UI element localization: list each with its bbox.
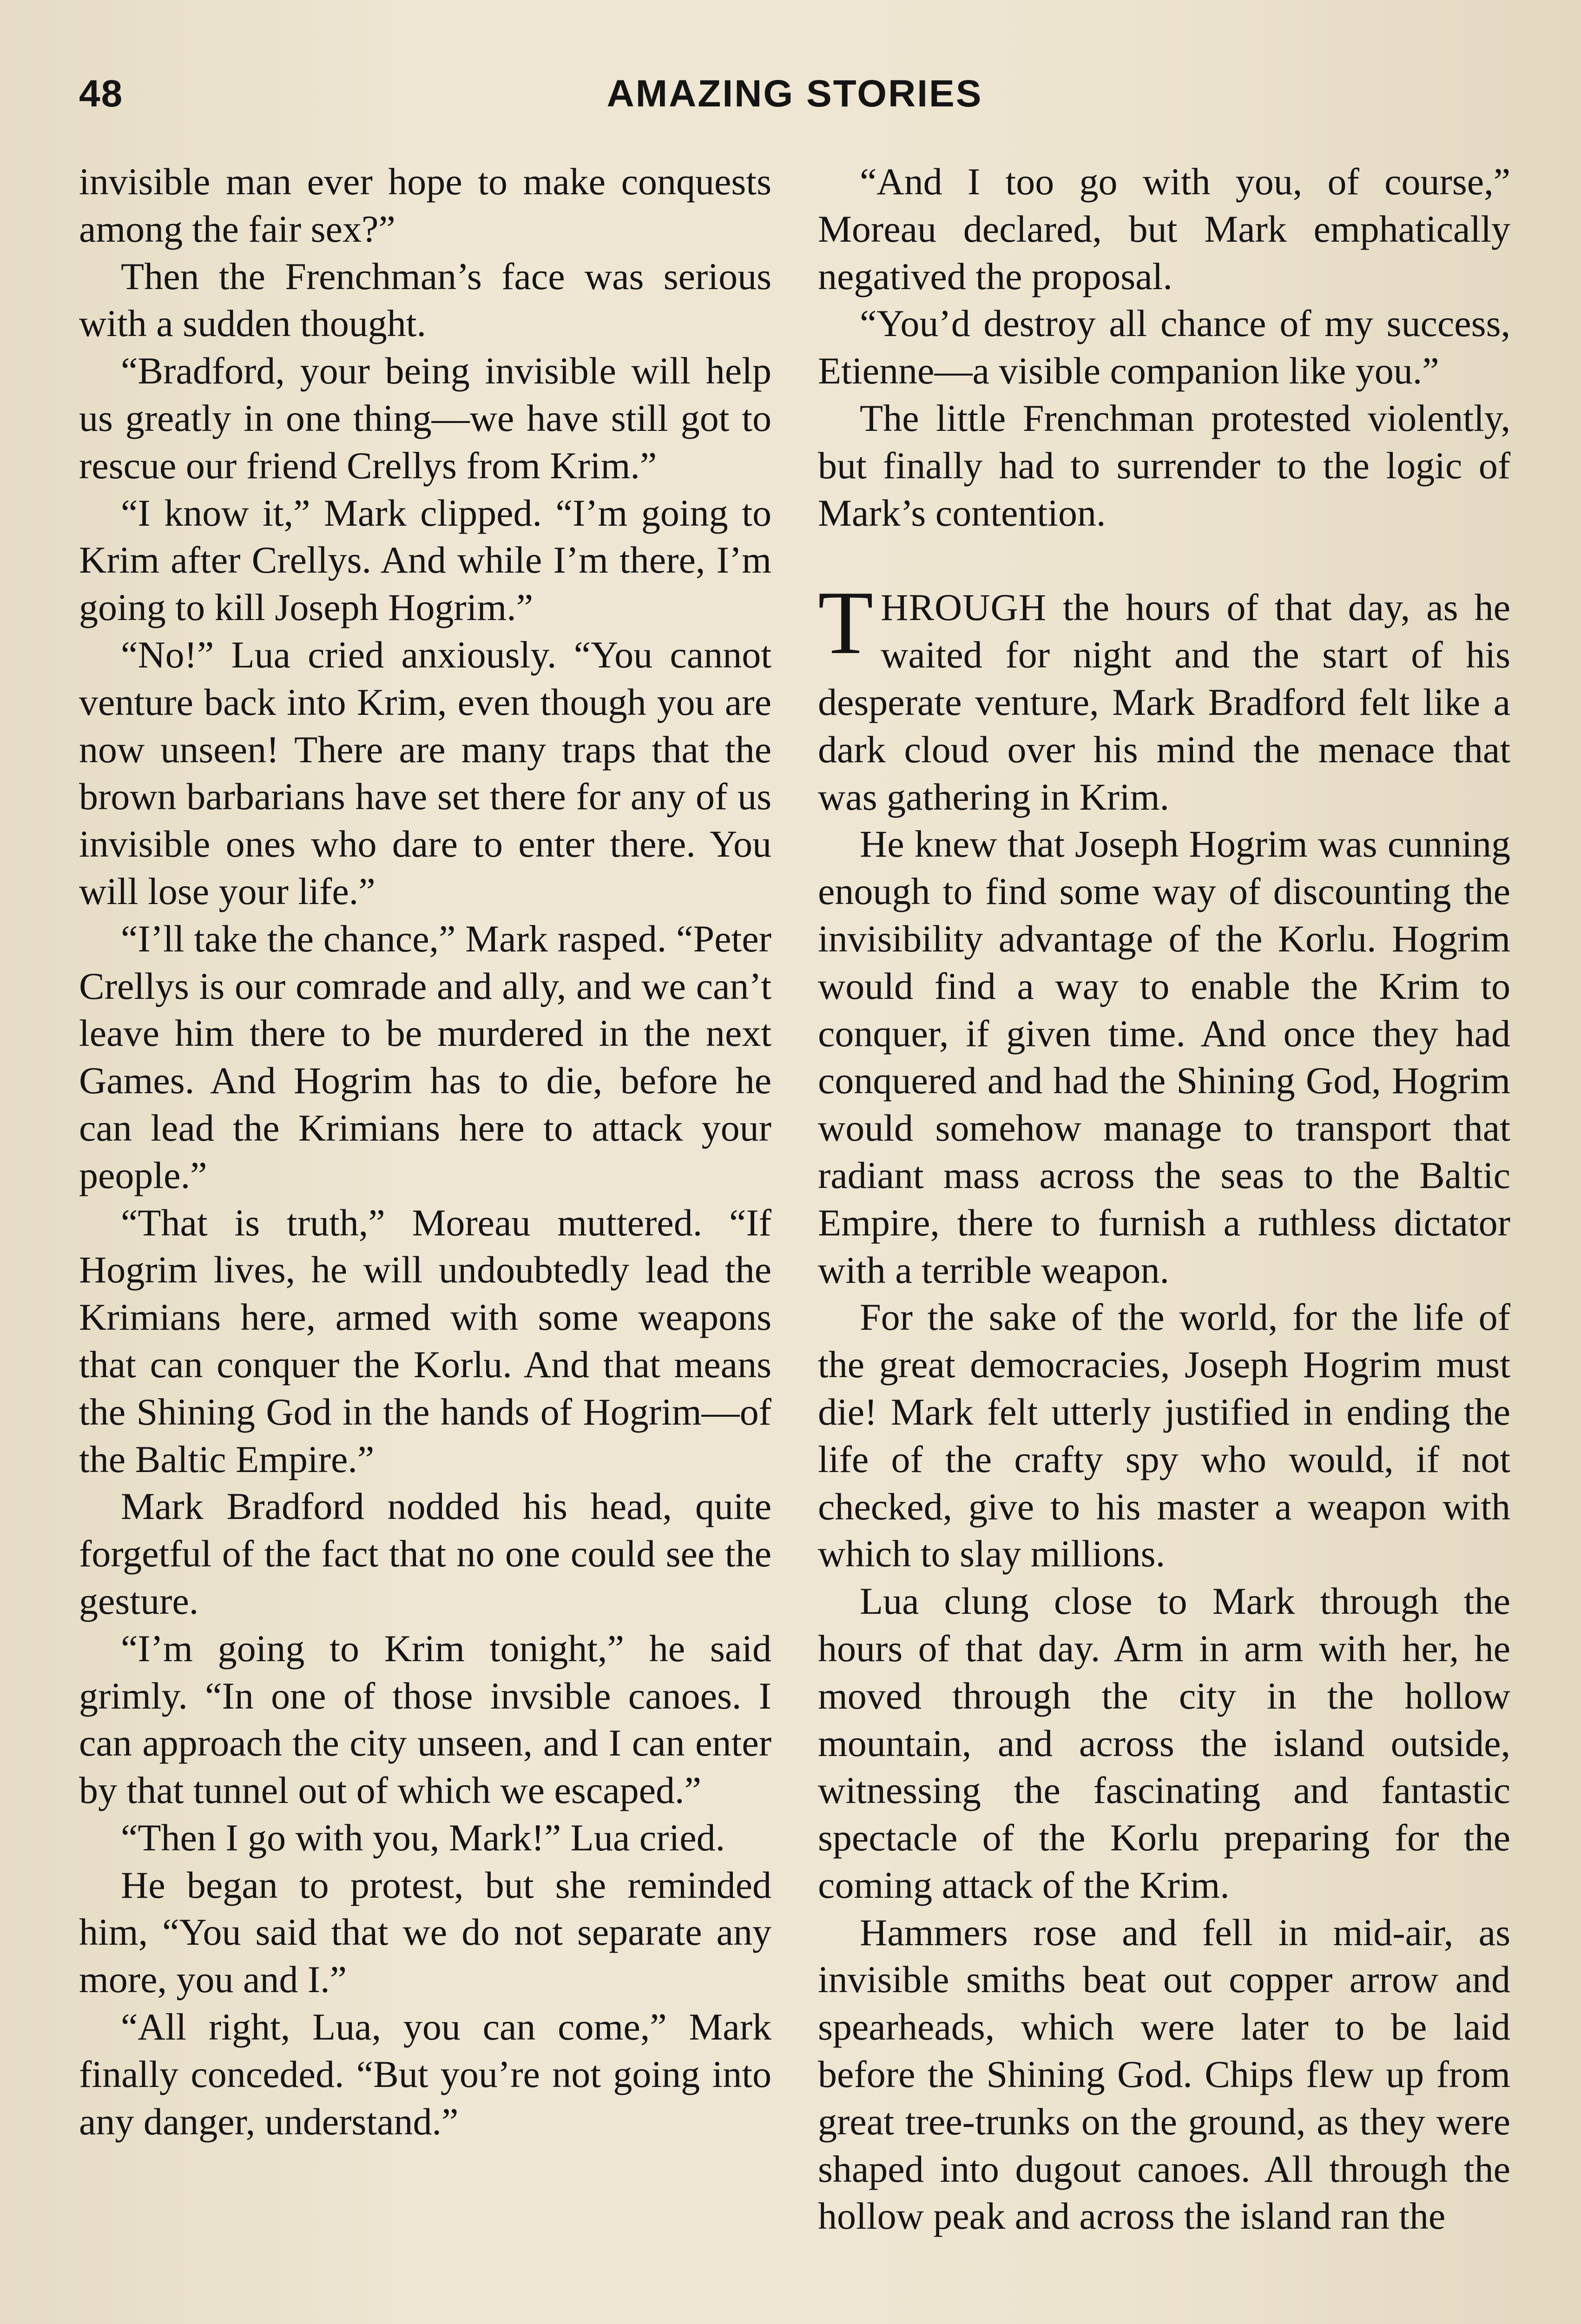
- paragraph: For the sake of the world, for the life of the great democracies, Joseph Hogrim must die! Mark felt utterly justified in ending the life of the crafty spy who would, if not checked, give to his master a weapon with which to slay millions.: [818, 1296, 1510, 1575]
- running-title: AMAZING STORIES: [606, 73, 983, 115]
- right-column: [818, 158, 1510, 2240]
- paragraph: “Bradford, your being invisible will help us greatly in one thing—we have still got to rescue our friend Crellys from Krim.”: [79, 350, 771, 487]
- paragraph: “I’m going to Krim tonight,” he said grimly. “In one of those invsible canoes. I can approach the city unseen, and I can enter by that tunnel out of which we escaped.”: [79, 1627, 771, 1812]
- paragraph: Mark Bradford nodded his head, quite forgetful of the fact that no one could see the gesture.: [79, 1485, 771, 1622]
- paragraph: The little Frenchman protested violently, but finally had to surrender to the logic of Mark’s contention.: [818, 396, 1510, 534]
- page-number: 48: [79, 73, 124, 115]
- paragraph: Hammers rose and fell in mid-air, as invisible smiths beat out copper arrow and spearheads, which were later to be laid before the Shining God. Chips flew up from great tree-trunks on the ground, as they were shaped into dugout canoes. All through the hollow peak and across the island ran the: [818, 1911, 1510, 2238]
- left-column: [79, 158, 771, 2145]
- paragraph: “No!” Lua cried anxiously. “You cannot venture back into Krim, even though you are now unseen! There are many traps that the brown barbarians have set there for any of us invisible ones who dare to enter there. You will lose your life.”: [79, 633, 771, 912]
- paragraph: “You’d destroy all chance of my success, Etienne—a visible companion like you.”: [818, 302, 1510, 392]
- drop-cap: T: [818, 573, 874, 673]
- paragraph: Lua clung close to Mark through the hours of that day. Arm in arm with her, he moved through the city in the hollow mountain, and across the island outside, witnessing the fascinating and fantastic spectacle of the Korlu preparing for the coming attack of the Krim.: [818, 1580, 1510, 1906]
- paragraph: “Then I go with you, Mark!” Lua cried.: [121, 1816, 725, 1859]
- paragraph: “That is truth,” Moreau muttered. “If Hogrim lives, he will undoubtedly lead the Krimians here, armed with some weapons that can conquer the Korlu. And that means the Shining God in the hands of Hogrim—of the Baltic Empire.”: [79, 1201, 771, 1480]
- paragraph: “And I too go with you, of course,” Moreau declared, but Mark emphatically negatived the proposal.: [818, 160, 1510, 297]
- paragraph: “I know it,” Mark clipped. “I’m going to Krim after Crellys. And while I’m there, I’m going to kill Joseph Hogrim.”: [79, 491, 771, 629]
- paragraph: He knew that Joseph Hogrim was cunning enough to find some way of discounting the invisibility advantage of the Korlu. Hogrim would find a way to enable the Krim to conquer, if given time. And once they had conquered and had the Shining God, Hogrim would somehow manage to transport that radiant mass across the seas to the Baltic Empire, there to furnish a ruthless dictator with a terrible weapon.: [818, 823, 1510, 1291]
- paragraph-text: the hours of that day, as he waited for night and the start of his desperate venture, Mark Bradford felt like a dark cloud over his mind the menace that was gathering in Krim.: [818, 586, 1510, 818]
- small-caps-lead: HROUGH: [881, 586, 1047, 629]
- paragraph: He began to protest, but she reminded him, “You said that we do not separate any more, you and I.”: [79, 1863, 771, 2001]
- paragraph: “All right, Lua, you can come,” Mark finally conceded. “But you’re not going into any danger, understand.”: [79, 2006, 771, 2143]
- paragraph: Then the Frenchman’s face was serious with a sudden thought.: [79, 255, 771, 345]
- section-opening-paragraph: [818, 573, 1510, 820]
- paragraph: “I’ll take the chance,” Mark rasped. “Peter Crellys is our comrade and ally, and we can’t leave him there to be murdered in the next Games. And Hogrim has to die, before he can lead the Krimians here to attack your people.”: [79, 917, 771, 1196]
- page-header: [79, 67, 1510, 123]
- paragraph: invisible man ever hope to make conquests among the fair sex?”: [79, 160, 771, 250]
